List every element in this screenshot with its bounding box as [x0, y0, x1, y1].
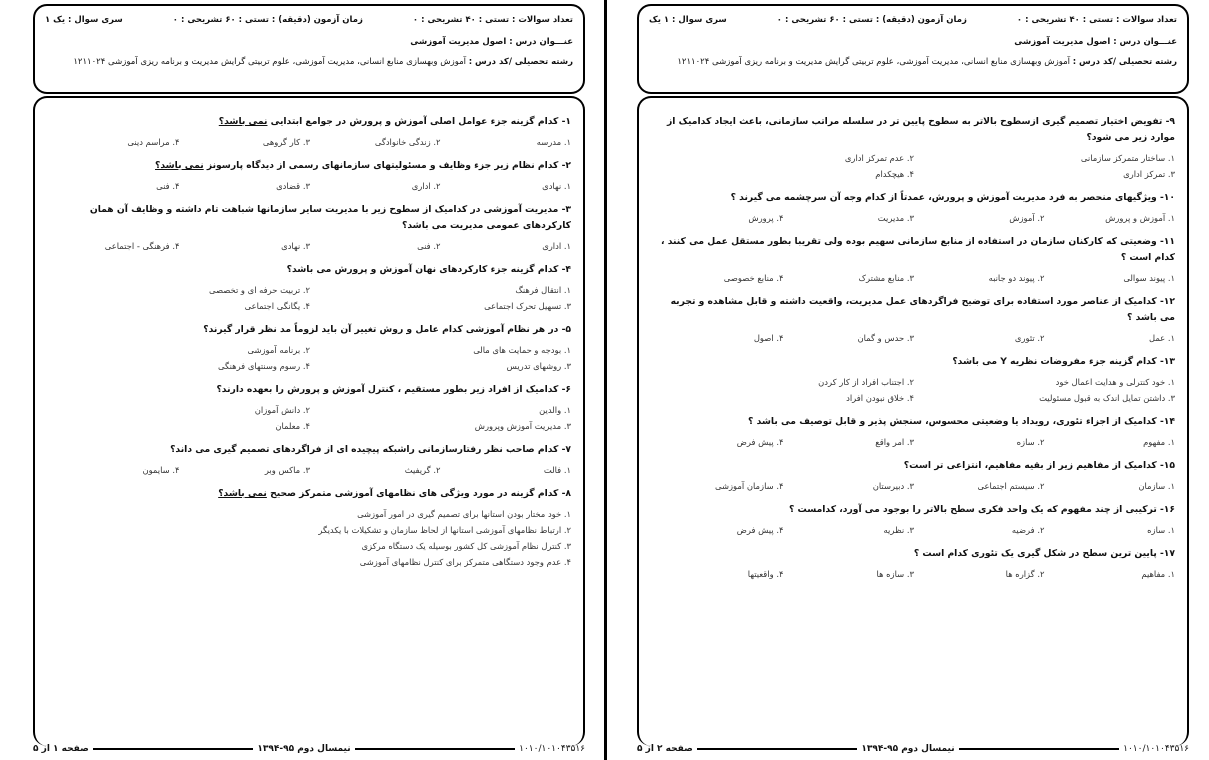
question-stem: ۱۶- ترکیبی از چند مفهوم که یک واحد فکری سطح بالاتر را بوجود می آورد، کدامست ؟: [788, 504, 1175, 515]
answer-option[interactable]: ۱. خود مختار بودن استانها برای تصمیم گیری در امور آموزشی: [357, 509, 571, 519]
answer-option[interactable]: ۴. فنی: [156, 181, 180, 191]
question-stem: ۱۰- ویژگیهای منحصر به فرد مدیریت آموزش و پرورش، عمدتاً از کدام وجه آن سرچشمه می گیرند ؟: [730, 192, 1175, 203]
footer-code: ۱۰۱۰/۱۰۱۰۴۳۵۱۶: [1123, 744, 1189, 754]
answer-option[interactable]: ۳. امر واقع: [875, 437, 914, 447]
major-value: آموزش وبهسازی منابع انسانی، مدیریت آموزشی، علوم تربیتی گرایش مدیریت و برنامه ریزی آموزشی ۱۲۱۱۰۲۴: [677, 57, 1070, 67]
answer-option[interactable]: ۲. اجتناب افراد از کار کردن: [818, 377, 914, 387]
question-stem: ۱- کدام گزینه جزء عوامل اصلی آموزش و پرورش در جوامع ابتدایی: [267, 116, 571, 127]
answer-options: [653, 210, 1175, 226]
answer-option[interactable]: ۳. کنترل نظام آموزشی کل کشور بوسیله یک دستگاه مرکزی: [361, 541, 571, 551]
answer-option[interactable]: ۱. سازه: [1147, 525, 1175, 535]
answer-option[interactable]: ۱. والدین: [539, 405, 571, 415]
answer-option[interactable]: ۱. نهادی: [542, 181, 571, 191]
answer-option[interactable]: ۴. منابع خصوصی: [723, 273, 784, 283]
answer-option[interactable]: ۳. روشهای تدریس: [506, 361, 571, 371]
series-label: سری سوال : ۱ یک: [649, 15, 727, 25]
answer-option[interactable]: ۲. عدم تمرکز اداری: [844, 153, 914, 163]
page-footer: [637, 742, 1189, 756]
answer-options: [49, 238, 571, 254]
answer-options: [653, 374, 1175, 406]
series-label: سری سوال : یک ۱: [45, 15, 123, 25]
footer-rule: [93, 748, 254, 750]
question-text: [653, 294, 1175, 326]
question-stem: ۴- کدام گزینه جزء کارکردهای نهان آموزش و پرورش می باشد؟: [286, 264, 571, 275]
answer-option[interactable]: ۲. فنی: [417, 241, 441, 251]
answer-option[interactable]: ۲. ارتباط نظامهای آموزشی استانها از لحاظ سازمان و تشکیلات با یکدیگر: [318, 525, 571, 535]
answer-option[interactable]: ۴. یگانگی اجتماعی: [244, 301, 310, 311]
answer-option[interactable]: ۱. آموزش و پرورش: [1105, 213, 1175, 223]
answer-options: [653, 478, 1175, 494]
answer-options: [653, 522, 1175, 538]
question-stem: ۳- مدیریت آموزشی در کدامیک از سطوح زیر با مدیریت سایر سازمانها شباهت تام داشته و وظایف آن همان کارکردهای عمومی مدیریت می باشد؟: [89, 204, 571, 231]
question-text: [653, 414, 1175, 430]
question-stem: ۵- در هر نظام آموزشی کدام عامل و روش تغییر آن باید لزوماً مد نظر قرار گیرند؟: [203, 324, 571, 335]
answer-option[interactable]: ۲. برنامه آموزشی: [247, 345, 310, 355]
answer-option[interactable]: ۴. سایمون: [142, 465, 180, 475]
answer-option[interactable]: ۲. تربیت حرفه ای و تخصصی: [209, 285, 310, 295]
answer-option[interactable]: ۳. مدیریت آموزش وپرورش: [474, 421, 571, 431]
question-stem: ۲- کدام نظام زیر جزء وظایف و مسئولیتهای سازمانهای رسمی از دیدگاه پارسونز: [203, 160, 571, 171]
page-footer: [33, 742, 585, 756]
answer-option[interactable]: ۲. دانش آموزان: [254, 405, 310, 415]
answer-option[interactable]: ۳. تمرکز اداری: [1123, 169, 1175, 179]
footer-rule: [959, 748, 1120, 750]
questions-area: [637, 96, 1189, 746]
exam-header: [637, 4, 1189, 94]
exam-page-1: [33, 4, 585, 756]
answer-option[interactable]: ۲. گزاره ها: [1005, 569, 1045, 579]
answer-option[interactable]: ۳. مدیریت: [877, 213, 914, 223]
question-text: [653, 190, 1175, 206]
question-emphasis: نمی باشد؟: [218, 116, 268, 127]
answer-options: [49, 178, 571, 194]
exam-header: [33, 4, 585, 94]
answer-option[interactable]: ۴. معلمان: [275, 421, 310, 431]
answer-option[interactable]: ۳. سازه ها: [876, 569, 914, 579]
question-stem: ۱۷- پایین ترین سطح در شکل گیری یک تئوری کدام است ؟: [913, 548, 1175, 559]
answer-option[interactable]: ۱. ساختار متمرکز سازمانی: [1080, 153, 1175, 163]
question-stem: ۱۲- کدامیک از عناصر مورد استفاده برای توضیح فراگردهای عمل مدیریت، واقعیت داشته و قابل مشاهده و تجربه می باشد ؟: [670, 296, 1175, 323]
answer-option[interactable]: ۴. عدم وجود دستگاهی متمرکز برای کنترل نظامهای آموزشی: [359, 557, 571, 567]
answer-options: [49, 506, 571, 570]
answer-option[interactable]: ۱. خود کنترلی و هدایت اعمال خود: [1055, 377, 1175, 387]
question-text: [653, 114, 1175, 146]
answer-option[interactable]: ۱. بودجه و حمایت های مالی: [473, 345, 571, 355]
question-text: [653, 546, 1175, 562]
answer-option[interactable]: ۳. کار گروهی: [262, 137, 310, 147]
exam-time: زمان آزمون (دقیقه) : تستی : ۶۰ تشریحی : ۰: [172, 15, 363, 25]
question-count: تعداد سوالات : تستی : ۴۰ تشریحی : ۰: [1016, 15, 1177, 25]
major-key: رشته تحصیلی /کد درس :: [1072, 57, 1177, 67]
answer-option[interactable]: ۱. مفهوم: [1143, 437, 1175, 447]
answer-option[interactable]: ۱. مدرسه: [536, 137, 571, 147]
question-stem: ۱۵- کدامیک از مفاهیم زیر از بقیه مفاهیم، انتزاعی تر است؟: [903, 460, 1175, 471]
answer-option[interactable]: ۱. انتقال فرهنگ: [515, 285, 571, 295]
answer-options: [49, 462, 571, 478]
answer-option[interactable]: ۴. پیش فرض: [736, 525, 784, 535]
answer-option[interactable]: ۱. اداری: [542, 241, 571, 251]
answer-option[interactable]: ۴. فرهنگی - اجتماعی: [104, 241, 180, 251]
answer-options: [49, 402, 571, 434]
answer-option[interactable]: ۲. فرضیه: [1011, 525, 1045, 535]
answer-option[interactable]: ۲. زندگی خانوادگی: [374, 137, 441, 147]
question-list: [49, 114, 571, 578]
question-text: [49, 202, 571, 234]
answer-options: [653, 270, 1175, 286]
answer-option[interactable]: ۳. نظریه: [883, 525, 914, 535]
question-text: [653, 502, 1175, 518]
answer-option[interactable]: ۳. نهادی: [281, 241, 310, 251]
answer-option[interactable]: ۲. آموزش: [1009, 213, 1045, 223]
question-text: [653, 354, 1175, 370]
answer-options: [653, 330, 1175, 346]
answer-options: [653, 566, 1175, 582]
answer-option[interactable]: ۳. قضادی: [276, 181, 310, 191]
answer-option[interactable]: ۳. منابع مشترک: [858, 273, 914, 283]
exam-time: زمان آزمون (دقیقه) : تستی : ۶۰ تشریحی : ۰: [776, 15, 967, 25]
question-stem: ۸- کدام گزینه در مورد ویژگی های نظامهای آموزشی متمرکز صحیح: [266, 488, 571, 499]
answer-option[interactable]: ۱. پیوند سوالی: [1123, 273, 1175, 283]
answer-option[interactable]: ۴. اصول: [753, 333, 784, 343]
course-title: اصول مدیریت آموزشی: [410, 37, 507, 47]
footer-semester: نیمسال دوم ۹۵-۱۳۹۴: [861, 744, 955, 754]
answer-option[interactable]: ۳. تسهیل تحرک اجتماعی: [484, 301, 571, 311]
answer-options: [49, 342, 571, 374]
footer-semester: نیمسال دوم ۹۵-۱۳۹۴: [257, 744, 351, 754]
footer-rule: [697, 748, 858, 750]
question-text: [49, 382, 571, 398]
question-stem: ۱۴- کدامیک از اجزاء تئوری، رویداد یا وضعیتی محسوس، سنجش پذیر و قابل توصیف می باشد ؟: [748, 416, 1175, 427]
answer-option[interactable]: ۲. سیستم اجتماعی: [977, 481, 1045, 491]
answer-option[interactable]: ۲. سازه: [1016, 437, 1045, 447]
question-text: [653, 234, 1175, 266]
course-key: عنـــوان درس :: [1113, 37, 1177, 47]
answer-option[interactable]: ۱. عمل: [1148, 333, 1175, 343]
question-text: [49, 114, 571, 130]
answer-options: [49, 282, 571, 314]
question-text: [49, 322, 571, 338]
answer-option[interactable]: ۴. خلاق نبودن افراد: [846, 393, 914, 403]
answer-option[interactable]: ۲. اداری: [411, 181, 441, 191]
answer-option[interactable]: ۲. پیوند دو جانبه: [988, 273, 1045, 283]
question-emphasis: نمی باشد؟: [155, 160, 204, 171]
question-stem: ۶- کدامیک از افراد زیر بطور مستقیم ، کنترل آموزش و پرورش را بعهده دارند؟: [216, 384, 571, 395]
answer-option[interactable]: ۱. سازمان: [1138, 481, 1175, 491]
course-key: عنـــوان درس :: [509, 37, 573, 47]
answer-option[interactable]: ۱. مفاهیم: [1141, 569, 1175, 579]
answer-option[interactable]: ۴. پیش فرض: [736, 437, 784, 447]
answer-option[interactable]: ۴. هیچکدام: [875, 169, 914, 179]
question-stem: ۱۱- وضعیتی که کارکنان سازمان در استفاده از منابع سازمانی سهیم بوده ولی تقریبا بطور مستقل عمل می کنند ، کدام است ؟: [661, 236, 1175, 263]
question-emphasis: نمی باشد؟: [218, 488, 267, 499]
question-count: تعداد سوالات : تستی : ۴۰ تشریحی : ۰: [412, 15, 573, 25]
question-list: [653, 114, 1175, 590]
major-value: آموزش وبهسازی منابع انسانی، مدیریت آموزشی، علوم تربیتی گرایش مدیریت و برنامه ریزی آموزشی ۱۲۱۱۰۲۴: [73, 57, 466, 67]
answer-option[interactable]: ۴. مراسم دینی: [127, 137, 180, 147]
question-stem: ۹- تفویض اختیار تصمیم گیری ازسطوح بالاتر به سطوح پایین تر در سلسله مراتب سازمانی، باعث ایجاد کدامیک از موارد زیر می شود؟: [667, 116, 1175, 143]
answer-option[interactable]: ۴. پرورش: [748, 213, 784, 223]
question-text: [49, 158, 571, 174]
major-key: رشته تحصیلی /کد درس :: [468, 57, 573, 67]
answer-option[interactable]: ۳. ماکس وبر: [264, 465, 310, 475]
question-stem: ۷- کدام صاحب نظر رفتارسازمانی راشبکه پیچیده ای از فراگردهای تصمیم گیری می داند؟: [170, 444, 571, 455]
answer-option[interactable]: ۳. داشتن تمایل اندک به قبول مسئولیت: [1039, 393, 1175, 403]
page-number: صفحه ۱ از ۵: [33, 744, 89, 754]
answer-option[interactable]: ۴. واقعیتها: [747, 569, 784, 579]
question-text: [49, 486, 571, 502]
exam-page-2: [637, 4, 1189, 756]
answer-options: [653, 150, 1175, 182]
answer-options: [653, 434, 1175, 450]
footer-code: ۱۰۱۰/۱۰۱۰۴۳۵۱۶: [519, 744, 585, 754]
answer-option[interactable]: ۳. دبیرستان: [872, 481, 914, 491]
footer-rule: [355, 748, 516, 750]
page-number: صفحه ۲ از ۵: [637, 744, 693, 754]
question-stem: ۱۳- کدام گزینه جزء مفروضات نظریه Y می باشد؟: [952, 356, 1175, 367]
sheet-divider: [604, 0, 607, 760]
questions-area: [33, 96, 585, 746]
answer-option[interactable]: ۴. سازمان آموزشی: [715, 481, 784, 491]
answer-option[interactable]: ۱. فالت: [543, 465, 571, 475]
answer-option[interactable]: ۳. حدس و گمان: [857, 333, 914, 343]
question-text: [49, 262, 571, 278]
answer-option[interactable]: ۲. تئوری: [1014, 333, 1045, 343]
question-text: [49, 442, 571, 458]
answer-options: [49, 134, 571, 150]
course-title: اصول مدیریت آموزشی: [1014, 37, 1111, 47]
question-text: [653, 458, 1175, 474]
answer-option[interactable]: ۴. رسوم وسنتهای فرهنگی: [218, 361, 310, 371]
answer-option[interactable]: ۲. گریفیث: [404, 465, 441, 475]
